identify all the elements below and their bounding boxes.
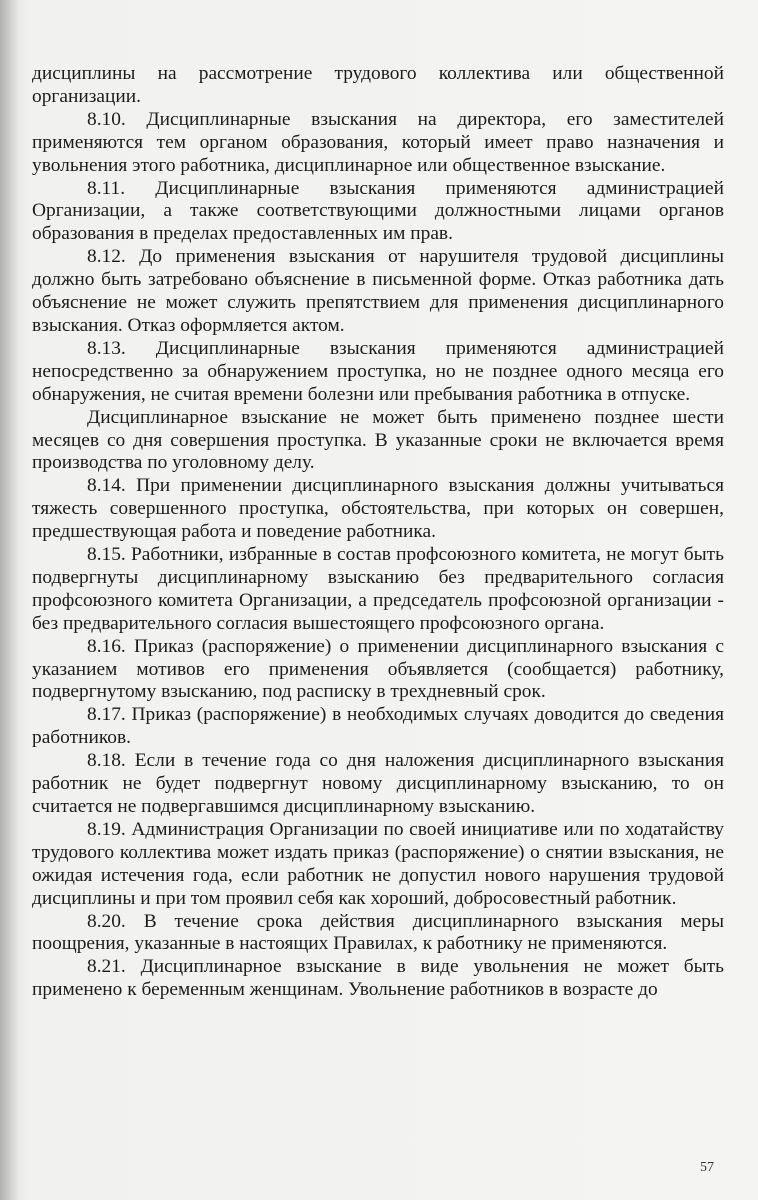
paragraph-continuation: дисциплины на рассмотрение трудового коллектива или общественной организации. bbox=[32, 63, 724, 107]
paragraph-8-13-note: Дисциплинарное взыскание не может быть применено позднее шести месяцев со дня совершения проступка. В указанные сроки не включается время производства по уголовному делу. bbox=[32, 406, 724, 474]
paragraph-8-17: 8.17. Приказ (распоряжение) в необходимых случаях доводится до сведения работников. bbox=[32, 704, 724, 749]
paragraph-8-19: 8.19. Администрация Организации по своей инициативе или по ходатайству трудового коллектива может издать приказ (распоряжение) о снятии взыскания, не ожидая истечения года, если работник не допустил нового нарушения трудовой дисциплины и при том проявил себя как хороший, добросовестный работник. bbox=[32, 818, 724, 909]
paragraph-8-12: 8.12. До применения взыскания от нарушителя трудовой дисциплины должно быть затребовано объяснение в письменной форме. Отказ работника дать объяснение не может служить препятствием для применения дисциплинарного взыскания. Отказ оформляется актом. bbox=[32, 246, 724, 336]
document-body bbox=[32, 63, 724, 1002]
paragraph-8-10: 8.10. Дисциплинарные взыскания на директора, его заместителей применяются тем органом образования, который имеет право назначения и увольнения этого работника, дисциплинарное или общественное взыскание. bbox=[32, 108, 724, 176]
page-number: 57 bbox=[700, 1160, 714, 1175]
paragraph-8-20: 8.20. В течение срока действия дисциплинарного взыскания меры поощрения, указанные в настоящих Правилах, к работнику не применяются. bbox=[32, 910, 724, 955]
paragraph-8-14: 8.14. При применении дисциплинарного взыскания должны учитываться тяжесть совершенного проступка, обстоятельства, при которых он совершен, предшествующая работа и поведение работника. bbox=[32, 475, 724, 543]
scan-shadow-edge bbox=[0, 0, 20, 1200]
paragraph-8-21: 8.21. Дисциплинарное взыскание в виде увольнения не может быть применено к беременным женщинам. Увольнение работников в возрасте до bbox=[32, 956, 724, 1001]
paragraph-8-15: 8.15. Работники, избранные в состав профсоюзного комитета, не могут быть подвергнуты дисциплинарному взысканию без предварительного согласия профсоюзного комитета Организации, а председатель профсоюзной организации - без предварительного согласия вышестоящего профсоюзного органа. bbox=[32, 544, 724, 634]
paragraph-8-11: 8.11. Дисциплинарные взыскания применяются администрацией Организации, а также соответствующими должностными лицами органов образования в пределах предоставленных им прав. bbox=[32, 177, 724, 245]
paragraph-8-18: 8.18. Если в течение года со дня наложения дисциплинарного взыскания работник не будет подвергнут новому дисциплинарному взысканию, то он считается не подвергавшимся дисциплинарному взысканию. bbox=[32, 750, 724, 817]
paragraph-8-16: 8.16. Приказ (распоряжение) о применении дисциплинарного взыскания с указанием мотивов его применения объявляется (сообщается) работнику, подвергнутому взысканию, под расписку в трехдневный срок. bbox=[32, 635, 724, 703]
paragraph-8-13: 8.13. Дисциплинарные взыскания применяются администрацией непосредственно за обнаружением проступка, но не позднее одного месяца его обнаружения, не считая времени болезни или пребывания работника в отпуске. bbox=[32, 337, 724, 405]
